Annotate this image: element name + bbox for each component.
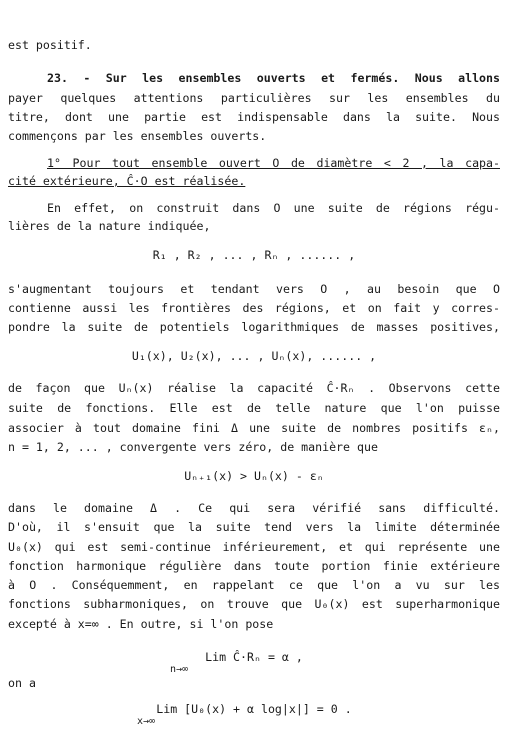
theorem-statement: cité extérieure, Ĉ·O est réalisée.: [8, 174, 246, 188]
text-line: payer quelques attentions particulières sur les ensembles du: [8, 91, 500, 105]
section-heading: 23. - Sur les ensembles ouverts et fermés. Nous allons: [47, 71, 500, 85]
text-line: commençons par les ensembles ouverts.: [8, 129, 267, 143]
text-line: titre, dont une partie est indispensable dans la suite. Nous: [8, 110, 500, 124]
text-line: s'augmentant toujours et tendant vers O , au besoin que O: [8, 282, 500, 296]
text-line: suite de fonctions. Elle est de telle nature que l'on puisse: [8, 401, 500, 415]
text-line: lières de la nature indiquée,: [8, 219, 211, 233]
formula-subscript: x→∞: [137, 716, 156, 727]
text-line: excepté à x=∞ . En outre, si l'on pose: [8, 617, 274, 631]
text-line: on a: [8, 676, 36, 690]
text-line: n = 1, 2, ... , convergente vers zéro, de manière que: [8, 440, 378, 454]
formula: Uₙ₊₁(x) > Uₙ(x) - εₙ: [184, 469, 324, 483]
formula-subscript: n→∞: [170, 664, 189, 675]
formula: Lim Ĉ·Rₙ = α ,: [205, 650, 303, 664]
formula: U₁(x), U₂(x), ... , Uₙ(x), ...... ,: [131, 349, 377, 363]
formula: R₁ , R₂ , ... , Rₙ , ...... ,: [152, 248, 356, 262]
theorem-statement: 1° Pour tout ensemble ouvert O de diamètre < 2 , la capa-: [47, 156, 500, 170]
text-line: En effet, on construit dans O une suite de régions régu-: [47, 201, 500, 215]
text-line: fonction harmonique régulière dans toute portion finie extérieure: [8, 559, 500, 573]
text-line: D'où, il s'ensuit que la suite tend vers la limite déterminée: [8, 520, 500, 534]
formula: Lim [U₀(x) + α log|x|] = 0 .: [156, 702, 352, 716]
text-line: fonctions subharmoniques, on trouve que U₀(x) est superharmonique: [8, 597, 500, 611]
text-line: de façon que Uₙ(x) réalise la capacité Ĉ·Rₙ . Observons cette: [8, 381, 500, 395]
text-line: dans le domaine Δ . Ce qui sera vérifié sans difficulté.: [8, 501, 500, 515]
text-line: contienne aussi les frontières des régions, et on fait y corres-: [8, 301, 500, 315]
text-line: pondre la suite de potentiels logarithmiques de masses positives,: [8, 320, 500, 334]
text-line: à O . Conséquemment, en rappelant ce que l'on a vu sur les: [8, 578, 500, 592]
text-line: U₀(x) qui est semi-continue inférieurement, et qui représente une: [8, 540, 500, 554]
text-line: associer à tout domaine fini Δ une suite de nombres positifs εₙ,: [8, 421, 500, 435]
text-line: est positif.: [8, 38, 92, 52]
